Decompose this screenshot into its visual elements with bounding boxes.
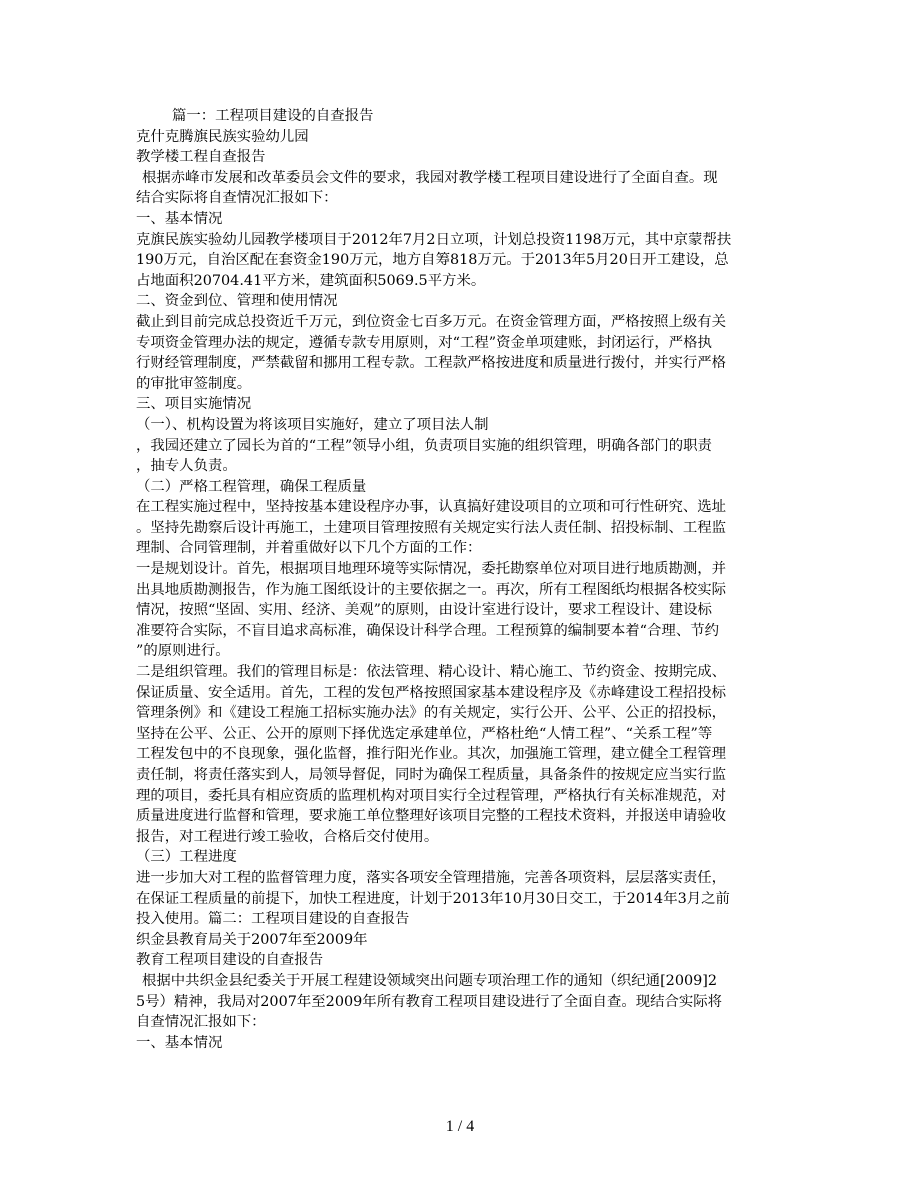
text-line: 教学楼工程自查报告: [136, 149, 266, 166]
text-line: 在保证工程质量的前提下，加快工程进度，计划于2013年10月30日交工，于2014年3月之前: [136, 890, 730, 907]
text-line: 190万元，自治区配在套资金190万元，地方自筹818万元。于2013年5月20日开工建设，总: [136, 252, 729, 269]
text-line: 织金县教育局关于2007年至2009年: [136, 931, 368, 948]
text-line: 责任制，将责任落实到人，局领导督促，同时为确保工程质量，具备条件的按规定应当实行监: [136, 767, 727, 783]
text-line: （三）工程进度: [136, 849, 237, 866]
text-line: 的审批审签制度。: [136, 375, 252, 392]
text-line: 一、基本情况: [136, 1034, 223, 1051]
text-line: ”的原则进行。: [136, 643, 230, 660]
text-line: 三、项目实施情况: [136, 396, 252, 413]
text-line: 二是组织管理。我们的管理目标是：依法管理、精心设计、精心施工、节约资金、按期完成、: [136, 664, 727, 681]
text-line: 专项资金管理办法的规定，遵循专款专用原则，对“工程”资金单项建账，封闭运行，严格执: [136, 334, 712, 351]
text-line: 理的项目，委托具有相应资质的监理机构对项目实行全过程管理，严格执行有关标准规范，对: [136, 787, 727, 804]
text-line: 根据赤峰市发展和改革委员会文件的要求，我园对教学楼工程项目建设进行了全面自查。现: [142, 169, 718, 186]
text-line: 投入使用。篇二：工程项目建设的自查报告: [136, 911, 410, 928]
text-line: 进一步加大对工程的监督管理力度，落实各项安全管理措施，完善各项资料，层层落实责任，: [136, 869, 727, 886]
text-line: 一、基本情况: [136, 210, 223, 227]
section-heading: 篇一：工程项目建设的自查报告: [172, 108, 374, 124]
text-line: 情况，按照“坚固、实用、经济、美观”的原则，由设计室进行设计，要求工程设计、建设标: [136, 602, 712, 619]
text-line: （二）严格工程管理，确保工程质量: [136, 478, 367, 495]
text-line: 5号）精神，我局对2007年至2009年所有教育工程项目建设进行了全面自查。现结合实际将: [136, 993, 723, 1010]
text-line: 坚持在公平、公正、公开的原则下择优选定承建单位，严格杜绝“人情工程”、“关系工程”等: [136, 725, 713, 742]
text-line: 自查情况汇报如下：: [136, 1014, 266, 1031]
text-line: 结合实际将自查情况汇报如下：: [136, 190, 338, 207]
text-line: 管理条例》和《建设工程施工招标实施办法》的有关规定，实行公开、公平、公正的招投标，: [136, 705, 727, 722]
page-number: 1 / 4: [445, 1118, 475, 1135]
text-line: 根据中共织金县纪委关于开展工程建设领域突出问题专项治理工作的通知（织纪通[2009]2: [142, 972, 718, 989]
text-line: 克什克腾旗民族实验幼儿园: [136, 128, 309, 145]
text-line: ，抽专人负责。: [136, 458, 237, 475]
text-line: 二、资金到位、管理和使用情况: [136, 293, 338, 310]
text-line: （一）、机构设置为将该项目实施好，建立了项目法人制: [136, 416, 489, 433]
text-line: 克旗民族实验幼儿园教学楼项目于2012年7月2日立项，计划总投资1198万元，其中京蒙帮扶: [136, 231, 732, 248]
text-line: 出具地质勘测报告，作为施工图纸设计的主要依据之一。再次，所有工程图纸均根据各校实际: [136, 581, 727, 598]
document-body: [136, 106, 786, 1053]
text-line: 保证质量、安全适用。首先，工程的发包严格按照国家基本建设程序及《赤峰建设工程招投标: [136, 684, 727, 701]
text-line: 。坚持先勘察后设计再施工，土建项目管理按照有关规定实行法人责任制、招投标制、工程监: [136, 519, 727, 536]
text-line: 占地面积20704.41平方米，建筑面积5069.5平方米。: [136, 272, 486, 289]
text-line: 准要符合实际，不盲目追求高标准，确保设计科学合理。工程预算的编制要本着“合理、节约: [136, 622, 719, 639]
text-line: ，我园还建立了园长为首的“工程”领导小组，负责项目实施的组织管理，明确各部门的职责: [136, 437, 712, 454]
text-line: 一是规划设计。首先，根据项目地理环境等实际情况，委托勘察单位对项目进行地质勘测，并: [136, 561, 727, 578]
text-line: 工程发包中的不良现象，强化监督，推行阳光作业。其次，加强施工管理，建立健全工程管理: [136, 746, 727, 763]
text-line: 质量进度进行监督和管理，要求施工单位整理好该项目完整的工程技术资料，并报送申请验收: [136, 808, 727, 825]
text-line: 行财经管理制度，严禁截留和挪用工程专款。工程款严格按进度和质量进行拨付，并实行严格: [136, 355, 727, 372]
text-line: 教育工程项目建设的自查报告: [136, 952, 324, 969]
text-line: 在工程实施过程中，坚持按基本建设程序办事，认真搞好建设项目的立项和可行性研究、选址: [136, 499, 727, 516]
text-line: 截止到目前完成总投资近千万元，到位资金七百多万元。在资金管理方面，严格按照上级有关: [136, 313, 727, 330]
text-line: 报告，对工程进行竣工验收，合格后交付使用。: [136, 828, 439, 845]
text-line: 理制、合同管理制，并着重做好以下几个方面的工作：: [136, 540, 482, 557]
